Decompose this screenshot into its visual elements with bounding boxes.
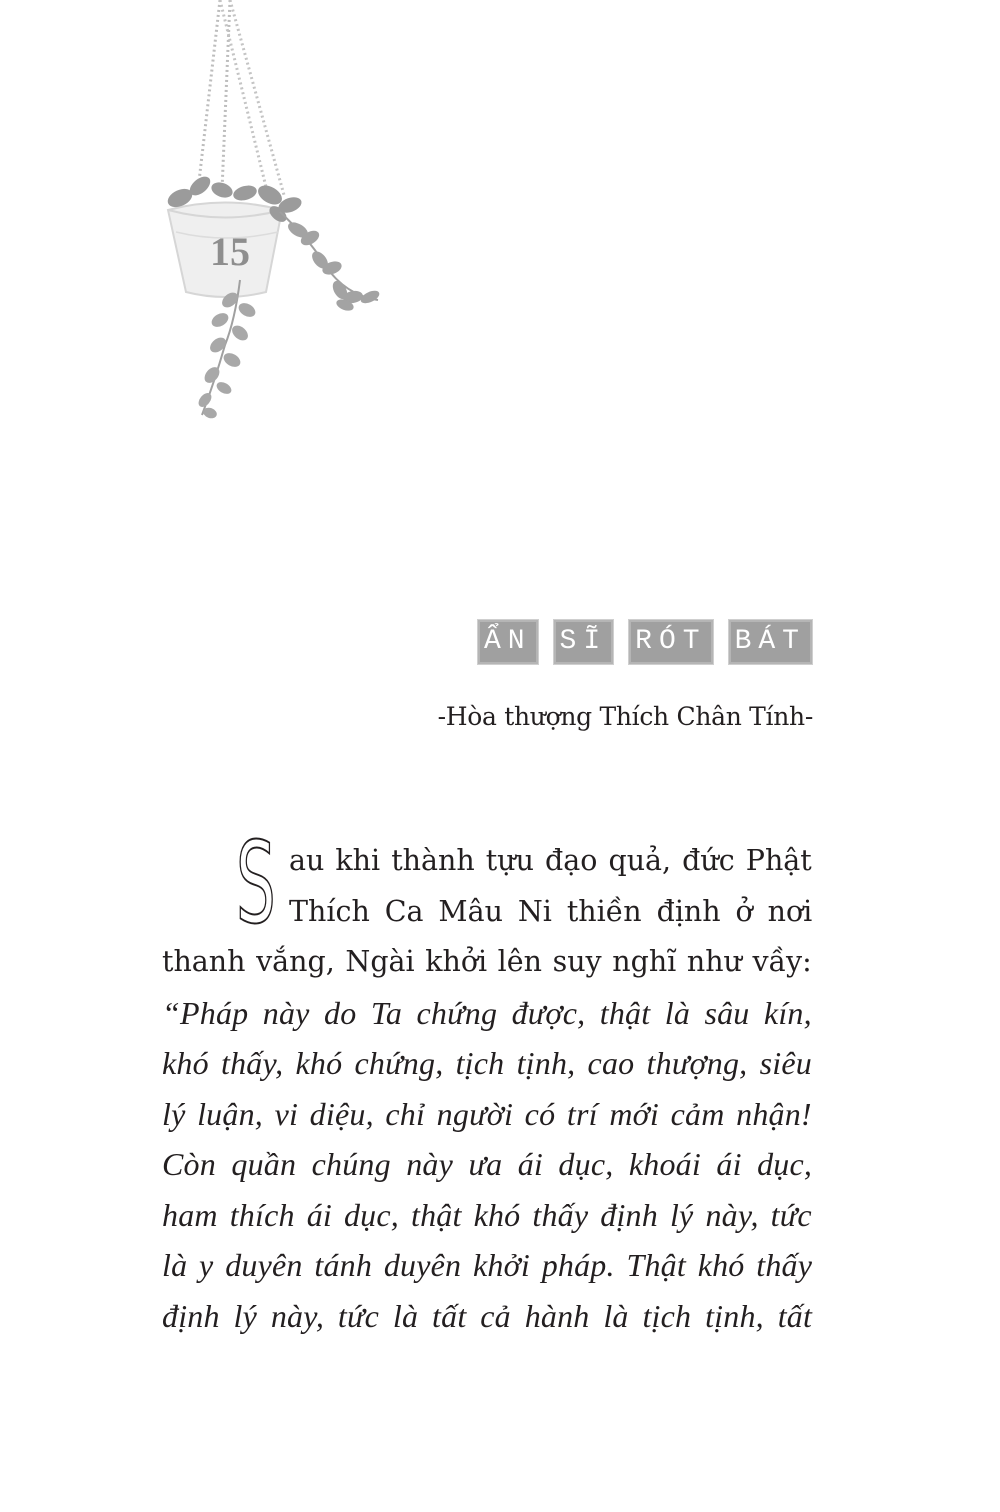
text-line: ham thích ái dục, thật khó thấy định lý này, tức: [162, 1196, 812, 1233]
text-line: “Pháp này do Ta chứng được, thật là sâu kín,: [162, 994, 812, 1031]
title-word: SĨ: [553, 619, 615, 665]
chapter-title: [477, 619, 813, 665]
text-line: thanh vắng, Ngài khởi lên suy nghĩ như vầy:: [162, 945, 812, 978]
text-line: khó thấy, khó chứng, tịch tịnh, cao thượng, siêu: [162, 1045, 812, 1081]
drop-cap: S: [236, 819, 276, 949]
title-word: ẨN: [477, 619, 539, 665]
title-word: BÁT: [728, 619, 813, 665]
text-line: lý luận, vi diệu, chỉ người có trí mới cảm nhận!: [162, 1095, 812, 1132]
text-line: định lý này, tức là tất cả hành là tịch tịnh, tất: [162, 1297, 813, 1334]
title-word: RÓT: [628, 619, 713, 665]
text-line: Thích Ca Mâu Ni thiền định ở nơi: [289, 894, 813, 928]
chapter-number: 15: [210, 229, 250, 274]
text-line: au khi thành tựu đạo quả, đức Phật: [289, 844, 812, 877]
text-line: là y duyên tánh duyên khởi pháp. Thật khó thấy: [162, 1247, 813, 1283]
body-paragraph: [162, 819, 813, 1341]
hanging-plant-illustration: [150, 0, 390, 430]
text-line: Còn quần chúng này ưa ái dục, khoái ái dục,: [162, 1146, 813, 1182]
author-line: -Hòa thượng Thích Chân Tính-: [437, 702, 813, 731]
